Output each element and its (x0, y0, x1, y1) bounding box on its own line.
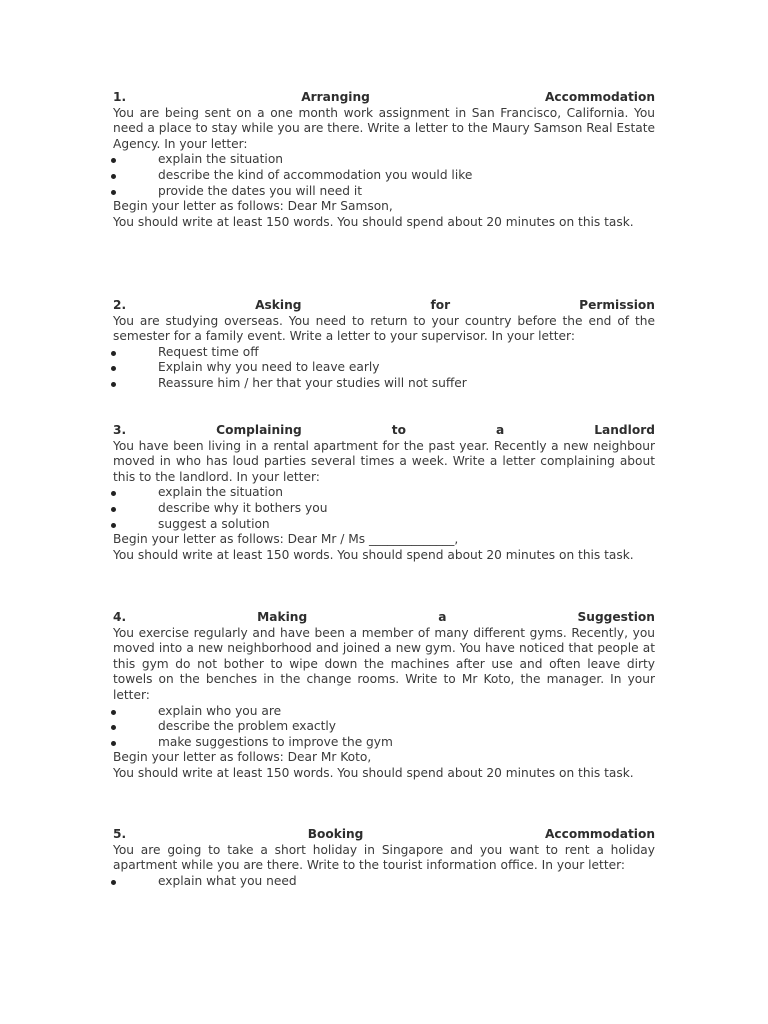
task-closing: You should write at least 150 words. You should spend about 20 minutes on this task. (113, 214, 634, 229)
task-2 (113, 298, 655, 392)
bullet-dot-icon (111, 880, 116, 885)
bullet-item: suggest a solution (113, 517, 655, 533)
task-bullets (113, 704, 655, 751)
bullet-item: describe why it bothers you (113, 501, 655, 517)
bullet-dot-icon (111, 507, 116, 512)
task-closing: You should write at least 150 words. You should spend about 20 minutes on this task. (113, 547, 634, 562)
bullet-dot-icon (111, 174, 116, 179)
title-word: Making (257, 610, 308, 624)
title-word: a (496, 423, 505, 437)
task-title (113, 90, 655, 106)
title-word: Accommodation (544, 90, 655, 104)
title-word: Permission (579, 298, 655, 312)
task-number: 4. (113, 610, 127, 624)
task-number: 5. (113, 827, 127, 841)
task-3 (113, 423, 655, 563)
bullet-dot-icon (111, 725, 116, 730)
title-word: Suggestion (577, 610, 655, 624)
bullet-dot-icon (111, 523, 116, 528)
task-number: 3. (113, 423, 127, 437)
bullet-dot-icon (111, 491, 116, 496)
task-number: 1. (113, 90, 127, 104)
task-4 (113, 610, 655, 782)
title-word: Accommodation (544, 827, 655, 841)
task-title (113, 610, 655, 626)
bullet-item: describe the problem exactly (113, 719, 655, 735)
bullet-item: Request time off (113, 345, 655, 361)
bullet-item: explain what you need (113, 874, 655, 890)
task-1 (113, 90, 655, 230)
task-closing: You should write at least 150 words. You should spend about 20 minutes on this task. (113, 765, 634, 780)
task-bullets (113, 485, 655, 532)
task-title (113, 423, 655, 439)
bullet-item: Explain why you need to leave early (113, 360, 655, 376)
task-bullets (113, 874, 655, 890)
task-intro: You exercise regularly and have been a member of many different gyms. Recently, you moved into a new neighborhood and joined a new gym. You have noticed that people at this gym do not bother to wipe down the machines after use and often leave dirty towels on the benches in the change rooms. Write to Mr Koto, the manager. In your letter: (113, 625, 655, 702)
task-begin: Begin your letter as follows: Dear Mr Samson, (113, 199, 393, 214)
title-word: Asking (255, 298, 302, 312)
bullet-dot-icon (111, 741, 116, 746)
bullet-dot-icon (111, 351, 116, 356)
title-word: Complaining (216, 423, 302, 437)
task-intro: You are going to take a short holiday in Singapore and you want to rent a holiday apartment while you are there. Write to the tourist information office. In your letter: (113, 842, 655, 873)
bullet-item: explain the situation (113, 485, 655, 501)
title-word: Booking (307, 827, 364, 841)
bullet-dot-icon (111, 158, 116, 163)
bullet-item: Reassure him / her that your studies will not suffer (113, 376, 655, 392)
bullet-item: explain the situation (113, 152, 655, 168)
task-number: 2. (113, 298, 127, 312)
title-word: to (391, 423, 406, 437)
title-word: Arranging (301, 90, 370, 104)
task-bullets (113, 345, 655, 392)
bullet-dot-icon (111, 710, 116, 715)
bullet-dot-icon (111, 366, 116, 371)
task-intro: You are studying overseas. You need to return to your country before the end of the semester for a family event. Write a letter to your supervisor. In your letter: (113, 313, 655, 344)
bullet-item: provide the dates you will need it (113, 184, 655, 200)
task-5 (113, 827, 655, 889)
task-title (113, 827, 655, 843)
task-bullets (113, 152, 655, 199)
bullet-item: make suggestions to improve the gym (113, 735, 655, 751)
title-word: for (430, 298, 451, 312)
task-title (113, 298, 655, 314)
bullet-item: describe the kind of accommodation you would like (113, 168, 655, 184)
task-intro: You are being sent on a one month work assignment in San Francisco, California. You need a place to stay while you are there. Write a letter to the Maury Samson Real Estate Agency. In your letter: (113, 105, 655, 151)
bullet-dot-icon (111, 382, 116, 387)
task-begin: Begin your letter as follows: Dear Mr Koto, (113, 750, 372, 765)
title-word: Landlord (594, 423, 655, 437)
title-word: a (438, 610, 447, 624)
bullet-dot-icon (111, 190, 116, 195)
bullet-item: explain who you are (113, 704, 655, 720)
task-intro: You have been living in a rental apartment for the past year. Recently a new neighbour moved in who has loud parties several times a week. Write a letter complaining about this to the landlord. In your letter: (113, 438, 655, 484)
task-begin: Begin your letter as follows: Dear Mr / Ms ______________, (113, 532, 459, 547)
